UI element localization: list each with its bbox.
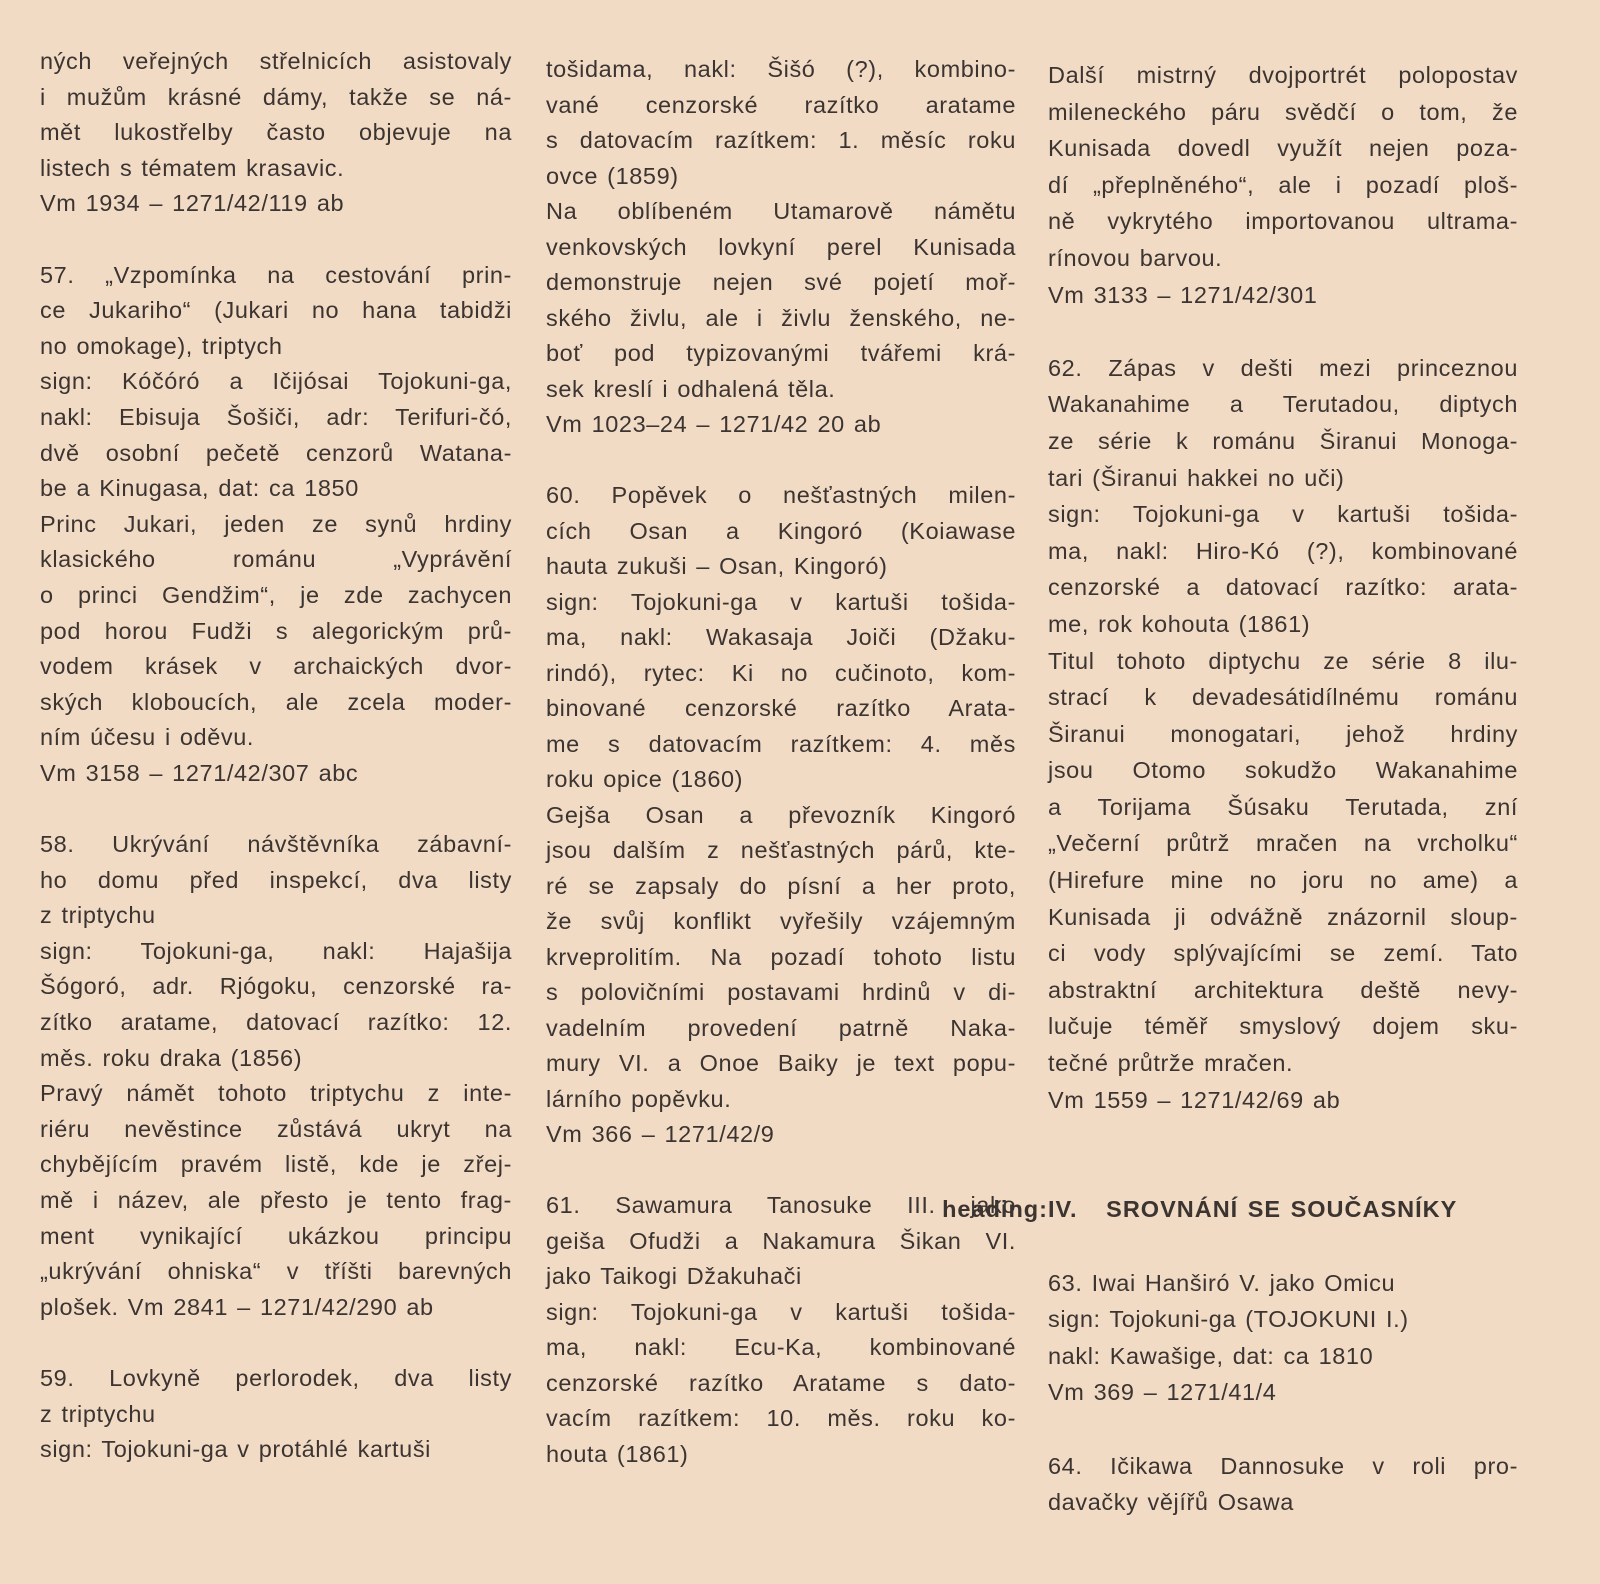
text-line: cích Osan a Kingoró (Koiawase bbox=[546, 517, 1016, 544]
text-line: jako Taikogi Džakuhači bbox=[546, 1263, 802, 1289]
paragraph bbox=[546, 1295, 1016, 1473]
text-line: rínovou barvou. bbox=[1048, 244, 1223, 271]
text-line: demonstruje nejen své pojetí moř- bbox=[546, 269, 1016, 295]
paragraph bbox=[1048, 1374, 1518, 1411]
text-line: Vm 369 – 1271/41/4 bbox=[1048, 1379, 1277, 1406]
paragraph bbox=[1048, 1338, 1518, 1375]
paragraph bbox=[40, 1432, 512, 1468]
text-line: cenzorské a datovací razítko: arata- bbox=[1048, 574, 1518, 601]
section-heading: heading:IV. SROVNÁNÍ SE SOUČASNÍKY bbox=[942, 1196, 1458, 1223]
text-line: Na oblíbeném Utamarově námětu bbox=[546, 198, 1016, 224]
text-line: z triptychu bbox=[40, 1400, 156, 1427]
text-line: vacím razítkem: 10. měs. roku ko- bbox=[546, 1405, 1016, 1431]
paragraph-spacer bbox=[1048, 1228, 1518, 1265]
text-line: sek kreslí i odhalená těla. bbox=[546, 375, 836, 402]
text-line: Vm 1934 – 1271/42/119 ab bbox=[40, 190, 345, 217]
text-line: ho domu před inspekcí, dva listy bbox=[40, 866, 512, 893]
text-line: 61. Sawamura Tanosuke III. jako bbox=[546, 1192, 1016, 1218]
text-line: sign: Tojokuni-ga (TOJOKUNI I.) bbox=[1048, 1306, 1409, 1333]
text-line: z triptychu bbox=[40, 902, 156, 929]
text-line: Kunisada dovedl využít nejen poza- bbox=[1048, 135, 1518, 162]
text-line: tečné průtrže mračen. bbox=[1048, 1050, 1294, 1077]
paragraph bbox=[942, 1191, 1518, 1228]
text-line: jsou dalším z nešťastných párů, kte- bbox=[546, 837, 1016, 863]
paragraph bbox=[40, 364, 512, 506]
text-line: sign: Tojokuni-ga v kartuši tošida- bbox=[546, 1298, 1016, 1325]
text-line: Kunisada ji odvážně znázornil sloup- bbox=[1048, 903, 1518, 930]
paragraph-spacer bbox=[1048, 1411, 1518, 1448]
text-line: a Torijama Šúsaku Terutada, zní bbox=[1048, 793, 1518, 820]
text-line: binované cenzorské razítko Arata- bbox=[546, 695, 1016, 721]
text-line: měs. roku draka (1856) bbox=[40, 1044, 303, 1071]
text-line: houta (1861) bbox=[546, 1440, 689, 1467]
text-line: me s datovacím razítkem: 4. měs bbox=[546, 730, 1016, 757]
text-line: Širanui monogatari, jehož hrdiny bbox=[1048, 720, 1518, 747]
text-line: listech s tématem krasavic. bbox=[40, 154, 345, 181]
text-line: rindó), rytec: Ki no cučinoto, kom- bbox=[546, 659, 1016, 686]
text-line: ně vykrytého importovanou ultrama- bbox=[1048, 208, 1518, 235]
text-line: sign: Kóčóró a Ičijósai Tojokuni-ga, bbox=[40, 368, 512, 395]
text-line: 62. Zápas v dešti mezi princeznou bbox=[1048, 354, 1518, 381]
text-line: Wakanahime a Terutadou, diptych bbox=[1048, 391, 1518, 418]
text-line: vané cenzorské razítko aratame bbox=[546, 91, 1016, 118]
text-line: i mužům krásné dámy, takže se ná- bbox=[40, 83, 512, 110]
text-line: nakl: Kawašige, dat: ca 1810 bbox=[1048, 1342, 1374, 1369]
paragraph bbox=[40, 1076, 512, 1325]
text-line: strací k devadesátidílnému románu bbox=[1048, 684, 1518, 711]
text-line: vadelním provedení patrně Naka- bbox=[546, 1014, 1016, 1041]
paragraph bbox=[1048, 350, 1518, 496]
paragraph bbox=[1048, 57, 1518, 277]
text-line: tošidama, nakl: Šišó (?), kombino- bbox=[546, 56, 1016, 82]
paragraph-spacer bbox=[1048, 1155, 1518, 1192]
paragraph-spacer bbox=[546, 443, 1016, 479]
text-line: lučuje téměř smyslový dojem sku- bbox=[1048, 1013, 1518, 1040]
text-column-3 bbox=[942, 57, 1518, 1521]
paragraph bbox=[546, 478, 1016, 585]
text-line: sign: Tojokuni-ga v protáhlé kartuši bbox=[40, 1436, 432, 1463]
text-line: 59. Lovkyně perlorodek, dva listy bbox=[40, 1364, 512, 1391]
text-line: ci vody splývajícími se zemí. Tato bbox=[1048, 940, 1518, 967]
paragraph bbox=[546, 585, 1016, 798]
text-line: s polovičními postavami hrdinů v di- bbox=[546, 979, 1016, 1005]
paragraph bbox=[40, 44, 512, 186]
paragraph bbox=[40, 258, 512, 365]
text-line: jsou Otomo sokudžo Wakanahime bbox=[1048, 757, 1518, 784]
paragraph-spacer bbox=[40, 222, 512, 258]
text-line: ovce (1859) bbox=[546, 162, 679, 189]
text-line: lárního popěvku. bbox=[546, 1085, 732, 1112]
text-line: „ukrývání ohniska“ v tříšti barevných bbox=[40, 1258, 512, 1285]
text-line: ných veřejných střelnicích asistovaly bbox=[40, 48, 512, 74]
text-line: sign: Tojokuni-ga v kartuši tošida- bbox=[546, 588, 1016, 615]
text-line: Titul tohoto diptychu ze série 8 ilu- bbox=[1048, 647, 1518, 674]
text-line: mury VI. a Onoe Baiky je text popu- bbox=[546, 1050, 1016, 1076]
text-line: krveprolitím. Na pozadí tohoto listu bbox=[546, 943, 1016, 970]
text-line: ma, nakl: Ecu-Ka, kombinované bbox=[546, 1334, 1016, 1360]
paragraph-spacer bbox=[1048, 1118, 1518, 1155]
paragraph-spacer bbox=[546, 1153, 1016, 1189]
paragraph bbox=[546, 194, 1016, 407]
text-line: 57. „Vzpomínka na cestování prin- bbox=[40, 261, 512, 288]
text-line: mět lukostřelby často objevuje na bbox=[40, 119, 512, 146]
text-line: Vm 1023–24 – 1271/42 20 ab bbox=[546, 411, 882, 437]
paragraph bbox=[1048, 1082, 1518, 1119]
text-line: 60. Popěvek o nešťastných milen- bbox=[546, 482, 1016, 508]
text-line: ce Jukariho“ (Jukari no hana tabidži bbox=[40, 297, 512, 324]
text-line: venkovských lovkyní perel Kunisada bbox=[546, 233, 1016, 260]
text-line: Vm 1559 – 1271/42/69 ab bbox=[1048, 1086, 1341, 1113]
text-line: (Hirefure mine no joru no ame) a bbox=[1048, 867, 1518, 894]
paragraph bbox=[1048, 1265, 1518, 1302]
text-line: mě i název, ale přesto je tento frag- bbox=[40, 1187, 512, 1213]
paragraph bbox=[40, 507, 512, 756]
text-line: Šógoró, adr. Rjógoku, cenzorské ra- bbox=[40, 973, 512, 1000]
text-line: s datovacím razítkem: 1. měsíc roku bbox=[546, 127, 1016, 153]
text-line: nakl: Ebisuja Šošiči, adr: Terifuri-čó, bbox=[40, 403, 512, 430]
text-line: cenzorské razítko Aratame s dato- bbox=[546, 1369, 1016, 1396]
text-line: Vm 3133 – 1271/42/301 bbox=[1048, 281, 1318, 308]
text-line: tari (Širanui hakkei no uči) bbox=[1048, 464, 1345, 491]
text-line: boť pod typizovanými tvářemi krá- bbox=[546, 340, 1016, 366]
paragraph bbox=[1048, 277, 1518, 314]
text-line: me, rok kohouta (1861) bbox=[1048, 610, 1311, 637]
paragraph bbox=[546, 1117, 1016, 1153]
paragraph bbox=[1048, 496, 1518, 642]
paragraph bbox=[40, 186, 512, 222]
paragraph bbox=[1048, 1448, 1518, 1521]
text-line: zítko aratame, datovací razítko: 12. bbox=[40, 1009, 512, 1036]
text-line: riéru nevěstince zůstává ukryt na bbox=[40, 1115, 512, 1142]
text-column-2 bbox=[546, 52, 1016, 1472]
text-line: 63. Iwai Hanširó V. jako Omicu bbox=[1048, 1269, 1396, 1296]
text-line: Gejša Osan a převozník Kingoró bbox=[546, 801, 1016, 828]
text-line: plošek. Vm 2841 – 1271/42/290 ab bbox=[40, 1293, 434, 1320]
paragraph bbox=[40, 1361, 512, 1432]
paragraph bbox=[40, 934, 512, 1076]
text-line: ských kloboucích, ale zcela moder- bbox=[40, 688, 512, 715]
text-line: Další mistrný dvojportrét polopostav bbox=[1048, 62, 1518, 88]
paragraph bbox=[546, 798, 1016, 1118]
text-line: sign: Tojokuni-ga v kartuši tošida- bbox=[1048, 501, 1518, 528]
text-line: ment vynikající ukázkou principu bbox=[40, 1222, 512, 1249]
text-column-1 bbox=[40, 44, 512, 1468]
text-line: 64. Ičikawa Dannosuke v roli pro- bbox=[1048, 1452, 1518, 1479]
text-line: be a Kinugasa, dat: ca 1850 bbox=[40, 475, 359, 502]
text-line: geiša Ofudži a Nakamura Šikan VI. bbox=[546, 1227, 1016, 1254]
text-line: „Večerní průtrž mračen na vrcholku“ bbox=[1048, 830, 1518, 857]
text-line: davačky vějířů Osawa bbox=[1048, 1489, 1294, 1516]
text-line: ma, nakl: Hiro-Kó (?), kombinované bbox=[1048, 537, 1518, 564]
text-line: že svůj konflikt vyřešily vzájemným bbox=[546, 908, 1016, 934]
text-line: ním účesu i oděvu. bbox=[40, 724, 255, 751]
text-line: ré se zapsaly do písní a her proto, bbox=[546, 872, 1016, 899]
text-line: dvě osobní pečetě cenzorů Watana- bbox=[40, 439, 512, 466]
paragraph-spacer bbox=[40, 791, 512, 827]
paragraph-spacer bbox=[1048, 313, 1518, 350]
paragraph bbox=[1048, 1301, 1518, 1338]
paragraph bbox=[546, 407, 1016, 443]
text-line: pod horou Fudži s alegorickým prů- bbox=[40, 617, 512, 644]
text-line: roku opice (1860) bbox=[546, 766, 744, 792]
text-line: Vm 366 – 1271/42/9 bbox=[546, 1121, 775, 1147]
text-line: klasického románu „Vyprávění bbox=[40, 546, 512, 573]
paragraph bbox=[40, 827, 512, 934]
text-line: ma, nakl: Wakasaja Joiči (Džaku- bbox=[546, 624, 1016, 650]
text-line: Pravý námět tohoto triptychu z inte- bbox=[40, 1080, 512, 1107]
text-line: abstraktní architektura deště nevy- bbox=[1048, 976, 1518, 1003]
text-line: hauta zukuši – Osan, Kingoró) bbox=[546, 553, 888, 579]
paragraph bbox=[40, 756, 512, 792]
paragraph bbox=[1048, 643, 1518, 1082]
text-line: Princ Jukari, jeden ze synů hrdiny bbox=[40, 510, 512, 537]
text-line: chybějícím pravém listě, kde je zřej- bbox=[40, 1151, 512, 1178]
text-line: mileneckého páru svědčí o tom, že bbox=[1048, 98, 1518, 125]
text-line: ze série k románu Širanui Monoga- bbox=[1048, 427, 1518, 454]
text-line: Vm 3158 – 1271/42/307 abc bbox=[40, 759, 359, 786]
paragraph bbox=[546, 52, 1016, 194]
text-line: ského živlu, ale i živlu ženského, ne- bbox=[546, 304, 1016, 331]
text-line: 58. Ukrývání návštěvníka zábavní- bbox=[40, 831, 512, 858]
paragraph-spacer bbox=[40, 1325, 512, 1361]
text-line: o princi Gendžim“, je zde zachycen bbox=[40, 581, 512, 608]
text-line: no omokage), triptych bbox=[40, 332, 283, 359]
text-line: vodem krásek v archaických dvor- bbox=[40, 653, 512, 680]
text-line: dí „přeplněného“, ale i pozadí ploš- bbox=[1048, 171, 1518, 198]
text-line: sign: Tojokuni-ga, nakl: Hajašija bbox=[40, 937, 512, 964]
